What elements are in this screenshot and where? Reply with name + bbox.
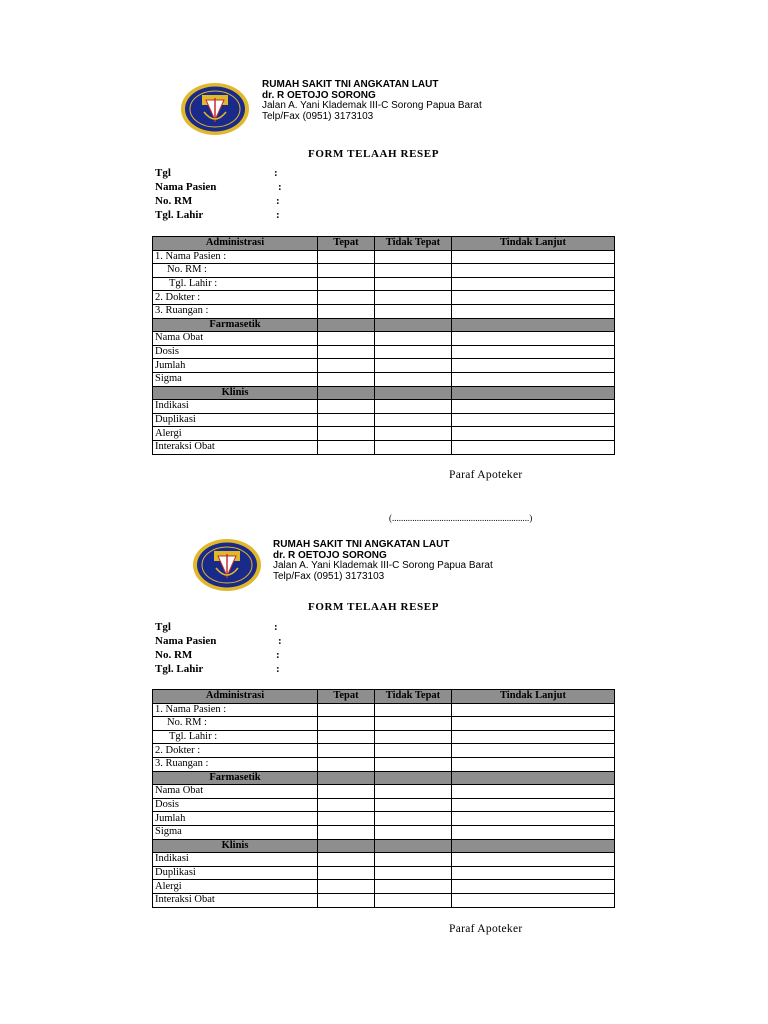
section-klinis-row: Klinis bbox=[153, 839, 615, 853]
cell-tindak-lanjut[interactable] bbox=[452, 304, 615, 318]
cell-tindak-lanjut[interactable] bbox=[452, 757, 615, 771]
table-row: Alergi bbox=[153, 880, 615, 894]
hospital-doctor: dr. R OETOJO SORONG bbox=[262, 89, 376, 101]
cell-tindak-lanjut[interactable] bbox=[452, 866, 615, 880]
cell-tidak-tepat[interactable] bbox=[375, 332, 452, 346]
cell-tepat[interactable] bbox=[318, 277, 375, 291]
cell-tepat[interactable] bbox=[318, 703, 375, 717]
cell-tidak-tepat[interactable] bbox=[375, 825, 452, 839]
cell-tidak-tepat[interactable] bbox=[375, 345, 452, 359]
header-tepat: Tepat bbox=[318, 237, 375, 251]
table-row: 3. Ruangan : bbox=[153, 304, 615, 318]
table-row: No. RM : bbox=[153, 717, 615, 731]
cell-tindak-lanjut[interactable] bbox=[452, 400, 615, 414]
header-tindak-lanjut: Tindak Lanjut bbox=[452, 690, 615, 704]
table-row: Dosis bbox=[153, 345, 615, 359]
cell-tepat[interactable] bbox=[318, 304, 375, 318]
section-farmasetik-row: Farmasetik bbox=[153, 771, 615, 785]
cell-tepat[interactable] bbox=[318, 866, 375, 880]
cell-tepat[interactable] bbox=[318, 264, 375, 278]
form-title: FORM TELAAH RESEP bbox=[308, 148, 440, 160]
table-header-row bbox=[153, 237, 615, 251]
cell-tepat[interactable] bbox=[318, 372, 375, 386]
cell-tepat[interactable] bbox=[318, 744, 375, 758]
table-row: 1. Nama Pasien : bbox=[153, 703, 615, 717]
table-row: Jumlah bbox=[153, 812, 615, 826]
cell-tidak-tepat[interactable] bbox=[375, 427, 452, 441]
table-row: Indikasi bbox=[153, 853, 615, 867]
hospital-header bbox=[273, 540, 493, 582]
cell-tindak-lanjut[interactable] bbox=[452, 427, 615, 441]
cell-tepat[interactable] bbox=[318, 291, 375, 305]
cell-tidak-tepat[interactable] bbox=[375, 291, 452, 305]
cell-tidak-tepat[interactable] bbox=[375, 304, 452, 318]
hospital-address: Jalan A. Yani Klademak III-C Sorong Papua Barat bbox=[262, 100, 482, 111]
field-tgl: Tgl : bbox=[155, 621, 278, 633]
field-nama-pasien: Nama Pasien : bbox=[155, 635, 282, 647]
header-tidak-tepat: Tidak Tepat bbox=[375, 237, 452, 251]
cell-tepat[interactable] bbox=[318, 785, 375, 799]
cell-tindak-lanjut[interactable] bbox=[452, 744, 615, 758]
cell-tindak-lanjut[interactable] bbox=[452, 264, 615, 278]
cell-tidak-tepat[interactable] bbox=[375, 880, 452, 894]
cell-tepat[interactable] bbox=[318, 359, 375, 373]
cell-tindak-lanjut[interactable] bbox=[452, 703, 615, 717]
table-header-row bbox=[153, 690, 615, 704]
cell-tidak-tepat[interactable] bbox=[375, 400, 452, 414]
field-no-rm: No. RM : bbox=[155, 649, 280, 661]
form-title: FORM TELAAH RESEP bbox=[308, 601, 440, 613]
cell-tepat[interactable] bbox=[318, 757, 375, 771]
cell-tidak-tepat[interactable] bbox=[375, 812, 452, 826]
table-row: Sigma bbox=[153, 372, 615, 386]
cell-tepat[interactable] bbox=[318, 730, 375, 744]
field-no-rm: No. RM : bbox=[155, 195, 280, 207]
section-farmasetik-row: Farmasetik bbox=[153, 318, 615, 332]
table-row: Duplikasi bbox=[153, 413, 615, 427]
table-row: Duplikasi bbox=[153, 866, 615, 880]
header-tidak-tepat: Tidak Tepat bbox=[375, 690, 452, 704]
cell-tidak-tepat[interactable] bbox=[375, 413, 452, 427]
field-tgl-lahir: Tgl. Lahir : bbox=[155, 663, 280, 675]
cell-tepat[interactable] bbox=[318, 717, 375, 731]
cell-tidak-tepat[interactable] bbox=[375, 866, 452, 880]
table-row: Dosis bbox=[153, 798, 615, 812]
cell-tidak-tepat[interactable] bbox=[375, 757, 452, 771]
cell-tidak-tepat[interactable] bbox=[375, 785, 452, 799]
table-row: Nama Obat bbox=[153, 785, 615, 799]
cell-tindak-lanjut[interactable] bbox=[452, 825, 615, 839]
header-tindak-lanjut: Tindak Lanjut bbox=[452, 237, 615, 251]
cell-tepat[interactable] bbox=[318, 250, 375, 264]
telaah-table bbox=[152, 689, 615, 908]
cell-tindak-lanjut[interactable] bbox=[452, 785, 615, 799]
cell-tidak-tepat[interactable] bbox=[375, 798, 452, 812]
cell-tindak-lanjut[interactable] bbox=[452, 798, 615, 812]
cell-tepat[interactable] bbox=[318, 853, 375, 867]
cell-tindak-lanjut[interactable] bbox=[452, 250, 615, 264]
table-row: Jumlah bbox=[153, 359, 615, 373]
cell-tindak-lanjut[interactable] bbox=[452, 717, 615, 731]
cell-tidak-tepat[interactable] bbox=[375, 264, 452, 278]
field-tgl-lahir: Tgl. Lahir : bbox=[155, 209, 280, 221]
header-administrasi: Administrasi bbox=[153, 690, 318, 704]
table-row: Alergi bbox=[153, 427, 615, 441]
cell-tidak-tepat[interactable] bbox=[375, 440, 452, 454]
cell-tidak-tepat[interactable] bbox=[375, 359, 452, 373]
table-row: Tgl. Lahir : bbox=[153, 277, 615, 291]
hospital-logo bbox=[192, 538, 262, 592]
cell-tindak-lanjut[interactable] bbox=[452, 880, 615, 894]
cell-tindak-lanjut[interactable] bbox=[452, 730, 615, 744]
table-row: 1. Nama Pasien : bbox=[153, 250, 615, 264]
cell-tidak-tepat[interactable] bbox=[375, 893, 452, 907]
cell-tindak-lanjut[interactable] bbox=[452, 372, 615, 386]
table-row: 2. Dokter : bbox=[153, 291, 615, 305]
hospital-header bbox=[262, 80, 482, 122]
cell-tepat[interactable] bbox=[318, 880, 375, 894]
header-tepat: Tepat bbox=[318, 690, 375, 704]
cell-tidak-tepat[interactable] bbox=[375, 372, 452, 386]
header-administrasi: Administrasi bbox=[153, 237, 318, 251]
cell-tidak-tepat[interactable] bbox=[375, 853, 452, 867]
cell-tindak-lanjut[interactable] bbox=[452, 853, 615, 867]
cell-tindak-lanjut[interactable] bbox=[452, 812, 615, 826]
cell-tindak-lanjut[interactable] bbox=[452, 277, 615, 291]
signature-line: (.............................................................) bbox=[389, 513, 533, 523]
cell-tepat[interactable] bbox=[318, 812, 375, 826]
cell-tepat[interactable] bbox=[318, 825, 375, 839]
field-tgl: Tgl : bbox=[155, 167, 278, 179]
cell-tidak-tepat[interactable] bbox=[375, 250, 452, 264]
table-row: Tgl. Lahir : bbox=[153, 730, 615, 744]
patient-fields bbox=[155, 620, 282, 676]
cell-tidak-tepat[interactable] bbox=[375, 744, 452, 758]
hospital-address: Jalan A. Yani Klademak III-C Sorong Papua Barat bbox=[273, 560, 493, 571]
cell-tindak-lanjut[interactable] bbox=[452, 345, 615, 359]
table-row: Sigma bbox=[153, 825, 615, 839]
cell-tepat[interactable] bbox=[318, 413, 375, 427]
cell-tindak-lanjut[interactable] bbox=[452, 359, 615, 373]
field-nama-pasien: Nama Pasien : bbox=[155, 181, 282, 193]
cell-tepat[interactable] bbox=[318, 400, 375, 414]
cell-tindak-lanjut[interactable] bbox=[452, 291, 615, 305]
hospital-name: RUMAH SAKIT TNI ANGKATAN LAUT bbox=[262, 79, 439, 90]
table-row: 2. Dokter : bbox=[153, 744, 615, 758]
table-row: Interaksi Obat bbox=[153, 440, 615, 454]
telaah-table bbox=[152, 236, 615, 455]
cell-tindak-lanjut[interactable] bbox=[452, 893, 615, 907]
table-row: 3. Ruangan : bbox=[153, 757, 615, 771]
hospital-logo bbox=[180, 82, 250, 136]
hospital-name: RUMAH SAKIT TNI ANGKATAN LAUT bbox=[273, 539, 450, 550]
table-row: Interaksi Obat bbox=[153, 893, 615, 907]
cell-tindak-lanjut[interactable] bbox=[452, 332, 615, 346]
cell-tidak-tepat[interactable] bbox=[375, 703, 452, 717]
cell-tidak-tepat[interactable] bbox=[375, 277, 452, 291]
cell-tepat[interactable] bbox=[318, 332, 375, 346]
cell-tidak-tepat[interactable] bbox=[375, 730, 452, 744]
hospital-phone: Telp/Fax (0951) 3173103 bbox=[262, 110, 374, 122]
cell-tepat[interactable] bbox=[318, 893, 375, 907]
cell-tepat[interactable] bbox=[318, 440, 375, 454]
cell-tidak-tepat[interactable] bbox=[375, 717, 452, 731]
cell-tindak-lanjut[interactable] bbox=[452, 413, 615, 427]
table-row: No. RM : bbox=[153, 264, 615, 278]
cell-tepat[interactable] bbox=[318, 427, 375, 441]
cell-tindak-lanjut[interactable] bbox=[452, 440, 615, 454]
patient-fields bbox=[155, 166, 282, 222]
signature-label: Paraf Apoteker bbox=[449, 469, 523, 481]
table-row: Nama Obat bbox=[153, 332, 615, 346]
signature-label: Paraf Apoteker bbox=[449, 923, 523, 935]
section-klinis-row: Klinis bbox=[153, 386, 615, 400]
cell-tepat[interactable] bbox=[318, 798, 375, 812]
cell-tepat[interactable] bbox=[318, 345, 375, 359]
hospital-phone: Telp/Fax (0951) 3173103 bbox=[273, 570, 385, 582]
table-row: Indikasi bbox=[153, 400, 615, 414]
hospital-doctor: dr. R OETOJO SORONG bbox=[273, 549, 387, 561]
